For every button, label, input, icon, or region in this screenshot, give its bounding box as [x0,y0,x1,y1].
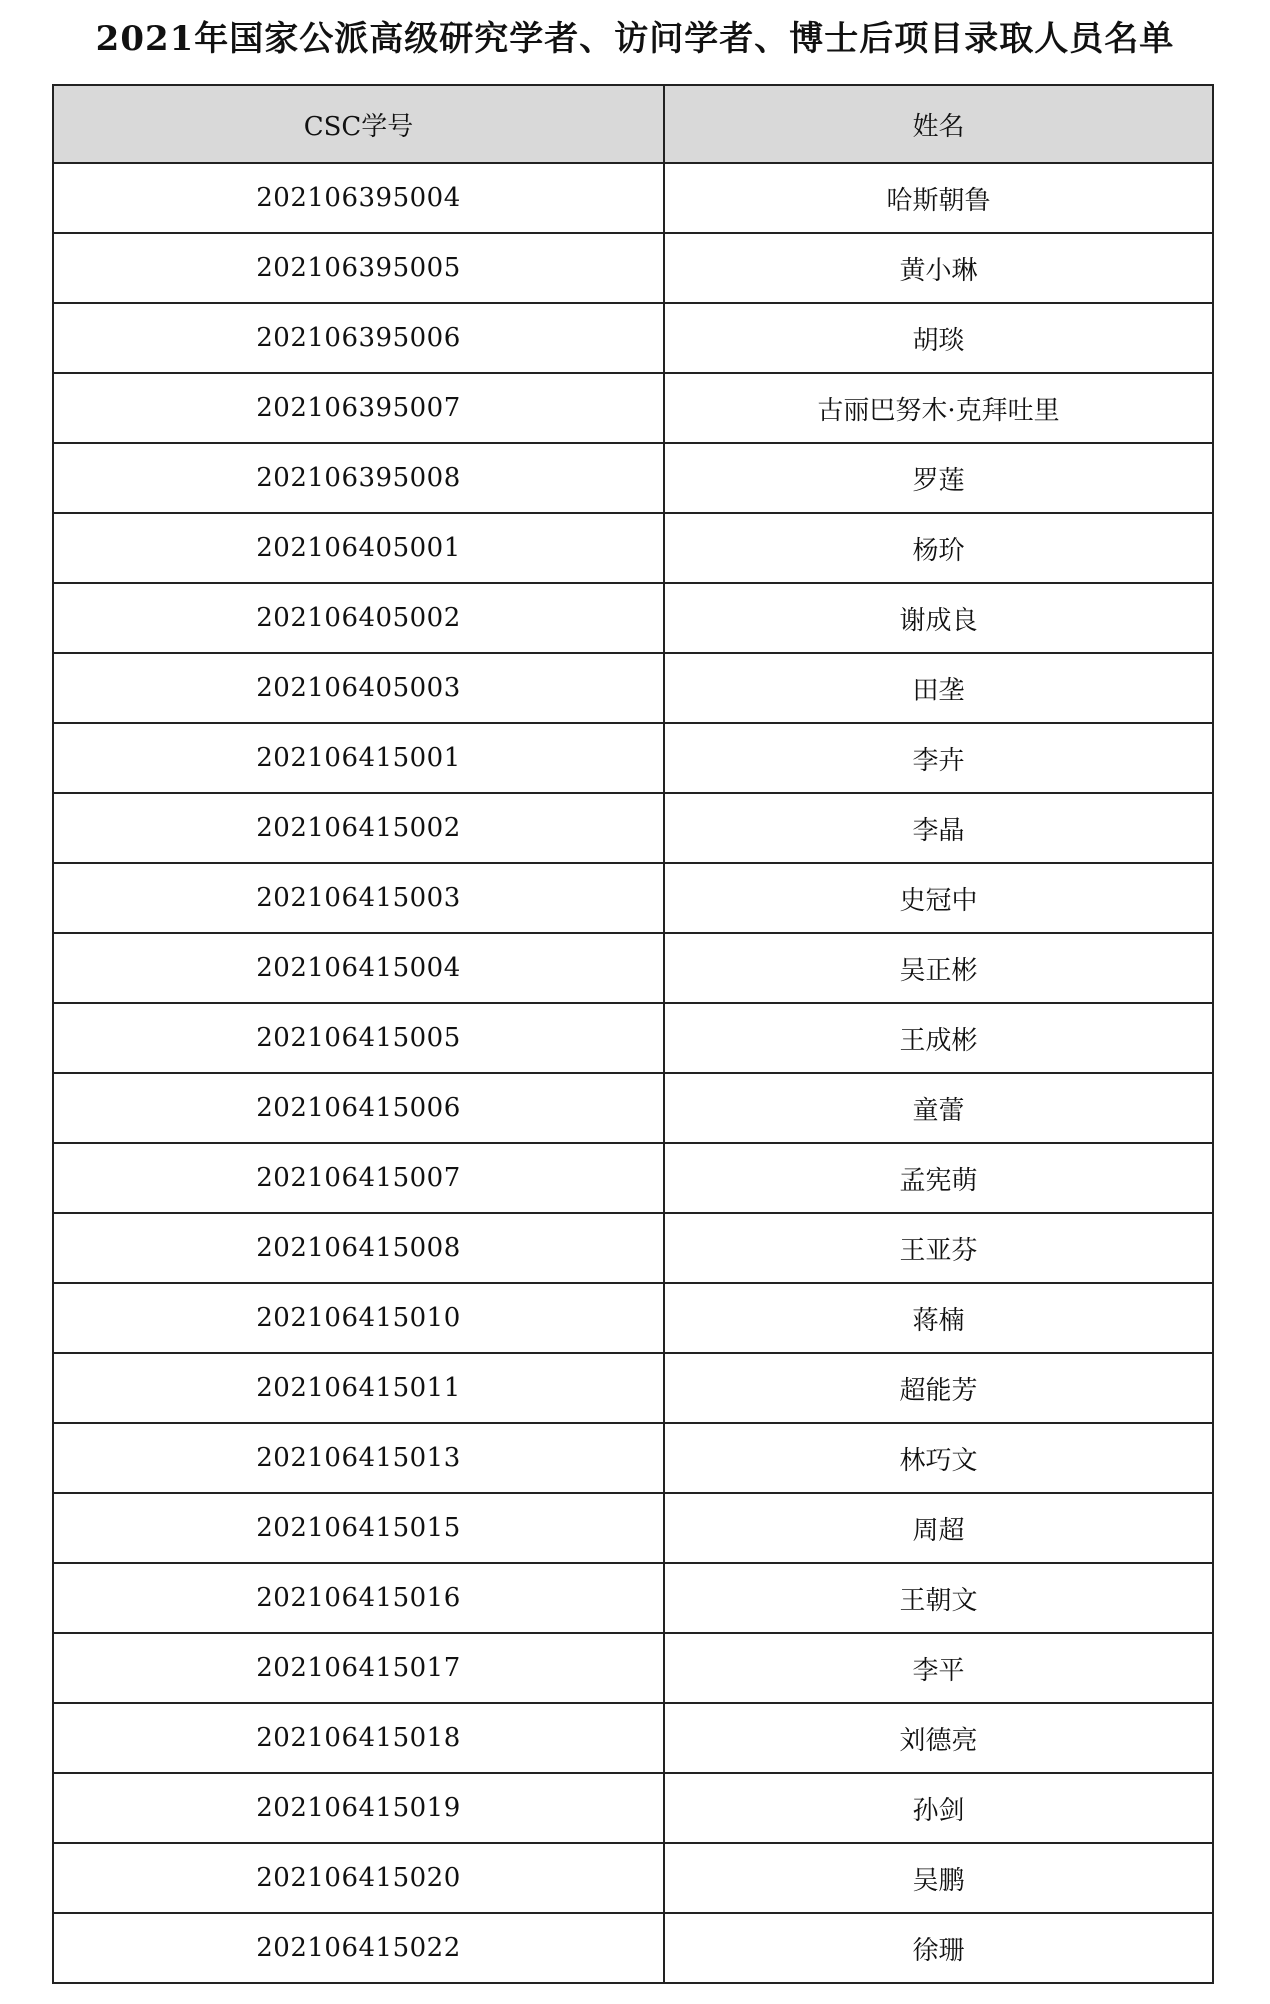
column-header-csc-id: CSC学号 [53,85,664,163]
name-cell: 李平 [664,1633,1213,1703]
name-cell: 童蕾 [664,1073,1213,1143]
table-row [53,583,1213,653]
table-row [53,1073,1213,1143]
csc-id-cell: 202106415004 [53,933,664,1003]
csc-id-cell: 202106415010 [53,1283,664,1353]
table-row [53,1493,1213,1563]
csc-id-cell: 202106415018 [53,1703,664,1773]
csc-id-cell: 202106415001 [53,723,664,793]
name-cell: 超能芳 [664,1353,1213,1423]
table-row [53,1773,1213,1843]
table-row [53,863,1213,933]
name-cell: 哈斯朝鲁 [664,163,1213,233]
csc-id-cell: 202106405003 [53,653,664,723]
table-row [53,233,1213,303]
csc-id-cell: 202106395005 [53,233,664,303]
name-cell: 王朝文 [664,1563,1213,1633]
table-row [53,163,1213,233]
csc-id-cell: 202106415022 [53,1913,664,1983]
table-row [53,1353,1213,1423]
name-cell: 王成彬 [664,1003,1213,1073]
csc-id-cell: 202106405002 [53,583,664,653]
name-cell: 林巧文 [664,1423,1213,1493]
name-cell: 李晶 [664,793,1213,863]
table-row [53,1143,1213,1213]
table-row [53,373,1213,443]
table-body [53,163,1213,1983]
name-cell: 周超 [664,1493,1213,1563]
table-row [53,1563,1213,1633]
name-cell: 黄小琳 [664,233,1213,303]
page-title: 2021年国家公派高级研究学者、访问学者、博士后项目录取人员名单 [95,19,1175,59]
csc-id-cell: 202106395006 [53,303,664,373]
name-cell: 孟宪萌 [664,1143,1213,1213]
csc-id-cell: 202106415005 [53,1003,664,1073]
csc-id-cell: 202106415003 [53,863,664,933]
name-cell: 刘德亮 [664,1703,1213,1773]
name-cell: 蒋楠 [664,1283,1213,1353]
table-row [53,1913,1213,1983]
table-row [53,513,1213,583]
csc-id-cell: 202106415002 [53,793,664,863]
name-cell: 谢成良 [664,583,1213,653]
table-row [53,1633,1213,1703]
csc-id-cell: 202106415020 [53,1843,664,1913]
table-row [53,1703,1213,1773]
name-cell: 王亚芬 [664,1213,1213,1283]
csc-id-cell: 202106415008 [53,1213,664,1283]
name-cell: 吴鹏 [664,1843,1213,1913]
name-cell: 田垄 [664,653,1213,723]
csc-id-cell: 202106415006 [53,1073,664,1143]
column-header-name: 姓名 [664,85,1213,163]
name-cell: 徐珊 [664,1913,1213,1983]
name-cell: 吴正彬 [664,933,1213,1003]
table-row [53,303,1213,373]
table-row [53,1213,1213,1283]
name-cell: 史冠中 [664,863,1213,933]
name-cell: 杨玠 [664,513,1213,583]
table-row [53,1423,1213,1493]
csc-id-cell: 202106395004 [53,163,664,233]
table-row [53,933,1213,1003]
csc-id-cell: 202106415013 [53,1423,664,1493]
csc-id-cell: 202106415016 [53,1563,664,1633]
name-cell: 胡琰 [664,303,1213,373]
csc-id-cell: 202106395007 [53,373,664,443]
table-header-row [53,85,1213,163]
table-row [53,443,1213,513]
csc-id-cell: 202106415007 [53,1143,664,1213]
csc-id-cell: 202106415015 [53,1493,664,1563]
table-row [53,1283,1213,1353]
csc-id-cell: 202106395008 [53,443,664,513]
name-cell: 古丽巴努木·克拜吐里 [664,373,1213,443]
csc-id-cell: 202106415017 [53,1633,664,1703]
table-row [53,653,1213,723]
name-cell: 罗莲 [664,443,1213,513]
name-cell: 李卉 [664,723,1213,793]
table-row [53,1843,1213,1913]
table-row [53,793,1213,863]
table-row [53,1003,1213,1073]
admission-list-table [52,84,1214,1984]
csc-id-cell: 202106415019 [53,1773,664,1843]
name-cell: 孙剑 [664,1773,1213,1843]
table-row [53,723,1213,793]
csc-id-cell: 202106415011 [53,1353,664,1423]
csc-id-cell: 202106405001 [53,513,664,583]
